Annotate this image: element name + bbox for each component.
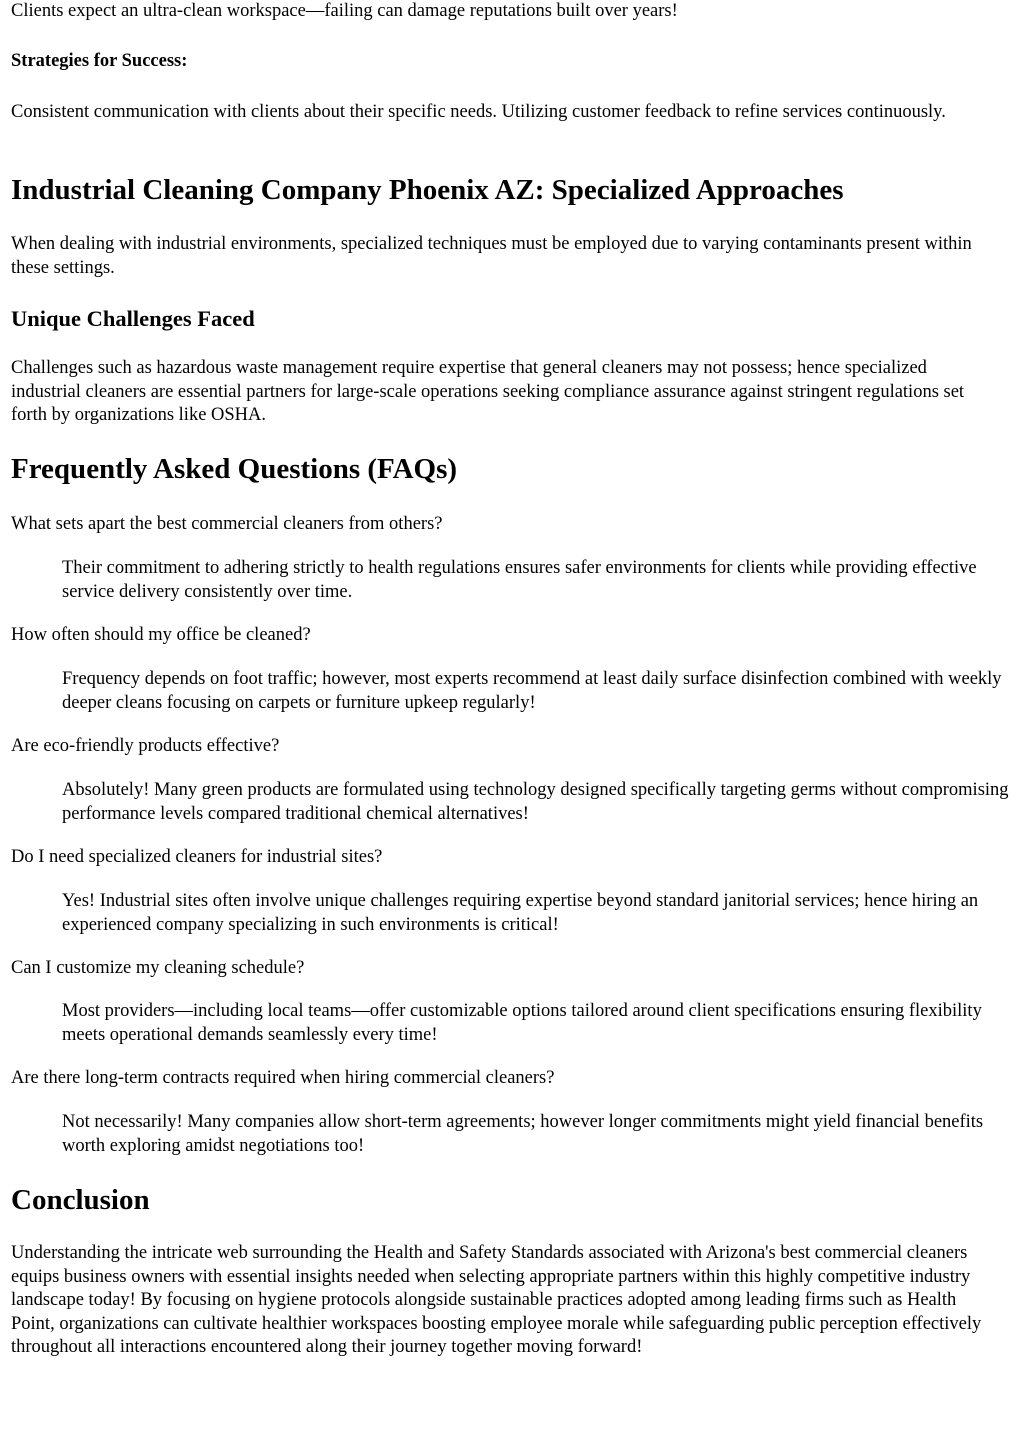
faq-question: How often should my office be cleaned? — [11, 625, 311, 645]
faq-question: Are eco-friendly products effective? — [11, 736, 280, 756]
faq-question: What sets apart the best commercial cleaners from others? — [11, 514, 443, 534]
conclusion-heading: Conclusion — [11, 1184, 150, 1216]
faq-answer: Yes! Industrial sites often involve unique challenges requiring expertise beyond standard janitorial services; hence hiring an experienced company specializing in such environments is critical! — [62, 891, 979, 935]
faq-heading: Frequently Asked Questions (FAQs) — [11, 453, 458, 485]
strategies-paragraph: Consistent communication with clients about their specific needs. Utilizing customer feedback to refine services continuously. — [11, 102, 946, 122]
unique-challenges-heading: Unique Challenges Faced — [11, 306, 255, 331]
conclusion-paragraph: Understanding the intricate web surrounding the Health and Safety Standards associated with Arizona's best commercial cleaners equips business owners with essential insights needed when selecting appropriate partners within this highly competitive industry landscape today! By focusing on hygiene protocols alongside sustainable practices adopted among leading firms such as Health Point, organizations can cultivate healthier workspaces boosting employee morale while safeguarding public perception effectively throughout all interactions encountered along their journey together moving forward! — [11, 1243, 982, 1357]
faq-question: Can I customize my cleaning schedule? — [11, 958, 305, 978]
faq-answer: Most providers—including local teams—offer customizable options tailored around client specifications ensuring flexibility meets operational demands seamlessly every time! — [62, 1001, 982, 1045]
strategies-heading: Strategies for Success: — [11, 51, 188, 71]
intro-closing-paragraph: Clients expect an ultra-clean workspace—failing can damage reputations built over years! — [11, 1, 678, 21]
unique-challenges-paragraph: Challenges such as hazardous waste management require expertise that general cleaners may not possess; hence specialized industrial cleaners are essential partners for large-scale operations seeking compliance assurance against stringent regulations set forth by organizations like OSHA. — [11, 358, 965, 425]
faq-question: Are there long-term contracts required when hiring commercial cleaners? — [11, 1068, 555, 1088]
faq-question: Do I need specialized cleaners for industrial sites? — [11, 847, 383, 867]
faq-answer: Frequency depends on foot traffic; however, most experts recommend at least daily surface disinfection combined with weekly deeper cleans focusing on carpets or furniture upkeep regularly! — [62, 669, 1002, 713]
industrial-heading: Industrial Cleaning Company Phoenix AZ: Specialized Approaches — [11, 174, 844, 206]
faq-answer: Not necessarily! Many companies allow short-term agreements; however longer commitments might yield financial benefits worth exploring amidst negotiations too! — [62, 1112, 984, 1156]
faq-answer: Their commitment to adhering strictly to health regulations ensures safer environments for clients while providing effective service delivery consistently over time. — [62, 558, 977, 602]
industrial-paragraph: When dealing with industrial environments, specialized techniques must be employed due to varying contaminants present within these settings. — [11, 234, 972, 278]
faq-answer: Absolutely! Many green products are formulated using technology designed specifically targeting germs without compromising performance levels compared traditional chemical alternatives! — [62, 780, 1009, 824]
